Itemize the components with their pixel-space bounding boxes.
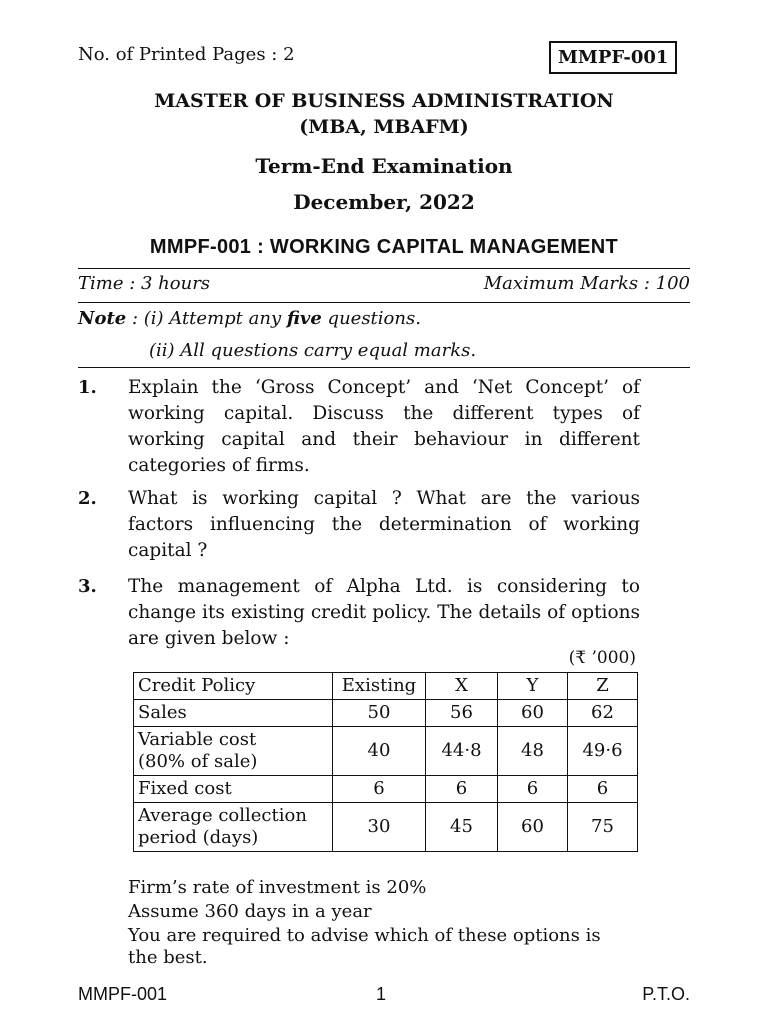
question-text: The management of Alpha Ltd. is considering to change its existing credit policy. The details of options are given below : (128, 576, 640, 649)
row-label-line: (80% of sale) (138, 751, 258, 772)
note-line-2: (ii) All questions carry equal marks. (149, 340, 477, 361)
header-cell: Z (568, 673, 638, 700)
table-cell: 60 (498, 803, 568, 852)
programme-title: MASTER OF BUSINESS ADMINISTRATION (154, 90, 614, 112)
header-cell: X (426, 673, 498, 700)
table-row (134, 776, 638, 803)
row-label (134, 727, 333, 776)
table-cell: 49·6 (568, 727, 638, 776)
note-text: : (i) Attempt any (126, 308, 287, 329)
table-cell: 45 (426, 803, 498, 852)
note-label: Note (78, 308, 127, 329)
row-label-line: Variable cost (138, 729, 257, 750)
page-number: 1 (376, 984, 387, 1004)
row-label: Fixed cost (134, 776, 333, 803)
table-cell: 62 (568, 700, 638, 727)
course-code-box: MMPF-001 (549, 41, 677, 74)
header-cell: Existing (333, 673, 426, 700)
row-label (134, 803, 333, 852)
footer-course-code: MMPF-001 (78, 984, 168, 1004)
given-info: You are required to advise which of these options is (128, 925, 601, 946)
table-unit: (₹ ’000) (568, 648, 636, 668)
given-info: Firm’s rate of investment is 20% (128, 877, 427, 898)
row-label-line: period (days) (138, 827, 259, 848)
table-cell: 48 (498, 727, 568, 776)
header-cell: Y (498, 673, 568, 700)
table-header-row (134, 673, 638, 700)
table-cell: 50 (333, 700, 426, 727)
row-label-line: Average collection (138, 805, 307, 826)
note-emphasis: five (286, 308, 322, 329)
table-cell: 56 (426, 700, 498, 727)
header-cell: Credit Policy (134, 673, 333, 700)
printed-pages-count: No. of Printed Pages : 2 (78, 44, 295, 65)
exam-title: Term-End Examination (255, 154, 513, 178)
programme-subtitle: (MBA, MBAFM) (299, 116, 469, 138)
credit-policy-table (133, 672, 638, 852)
please-turn-over: P.T.O. (642, 984, 690, 1004)
table-cell: 6 (333, 776, 426, 803)
table-row (134, 803, 638, 852)
divider (78, 268, 690, 269)
course-title: MMPF-001 : WORKING CAPITAL MANAGEMENT (149, 236, 619, 258)
time-allowed: Time : 3 hours (78, 273, 211, 294)
question-text: Explain the ‘Gross Concept’ and ‘Net Concept’ of working capital. Discuss the different types of working capital and their behaviour in different categories of firms. (128, 377, 640, 476)
table-cell: 75 (568, 803, 638, 852)
table-cell: 44·8 (426, 727, 498, 776)
given-info: the best. (128, 947, 208, 968)
table-cell: 40 (333, 727, 426, 776)
exam-session: December, 2022 (293, 190, 475, 214)
question-number: 2. (78, 488, 97, 509)
table-cell: 30 (333, 803, 426, 852)
note-text: questions. (321, 308, 421, 329)
table-cell: 6 (498, 776, 568, 803)
row-label: Sales (134, 700, 333, 727)
divider (78, 367, 690, 368)
question-text: What is working capital ? What are the various factors influencing the determination of working capital ? (128, 488, 640, 561)
note-line-1 (78, 308, 421, 329)
divider (78, 302, 690, 303)
given-info: Assume 360 days in a year (128, 901, 372, 922)
question-number: 1. (78, 377, 97, 398)
table-row (134, 727, 638, 776)
question-number: 3. (78, 576, 97, 597)
table-row (134, 700, 638, 727)
maximum-marks: Maximum Marks : 100 (483, 273, 690, 294)
table-cell: 60 (498, 700, 568, 727)
table-cell: 6 (426, 776, 498, 803)
table-cell: 6 (568, 776, 638, 803)
